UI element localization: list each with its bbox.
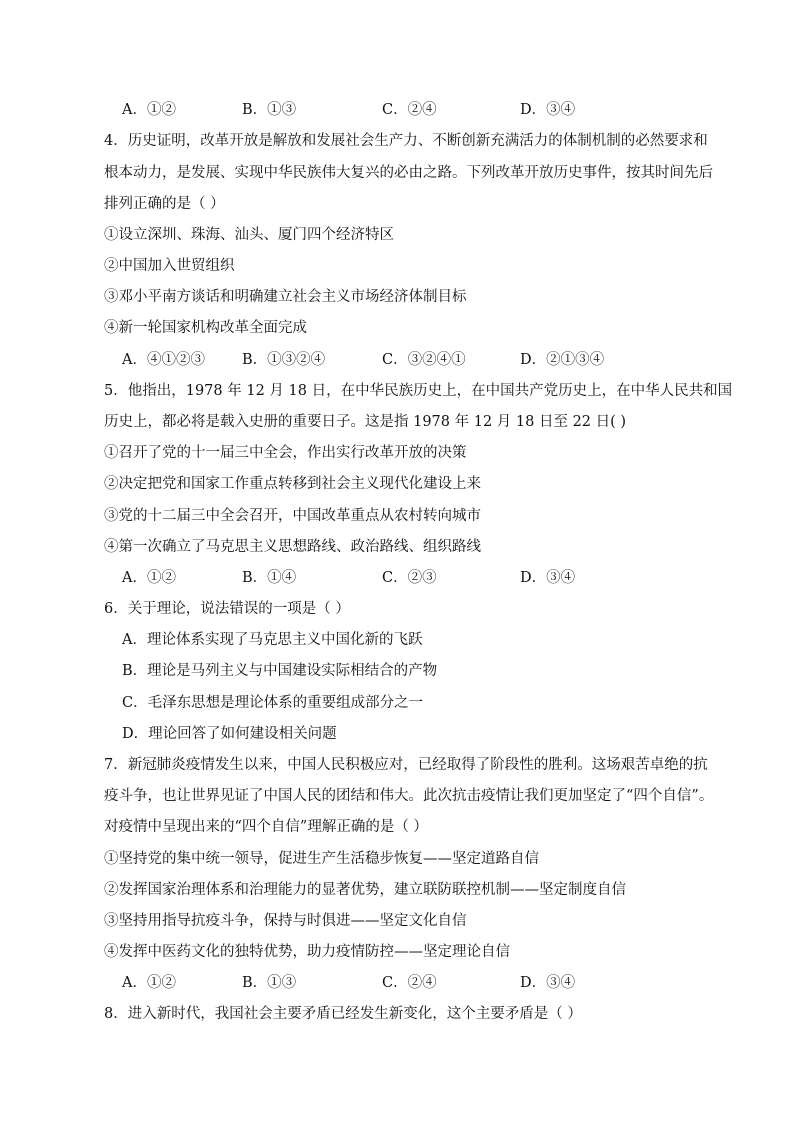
q5-option-a: A．①② xyxy=(122,570,176,586)
q6-choice-c: C．毛泽东思想是理论体系的重要组成部分之一 xyxy=(122,695,424,711)
q6-choice-d: D．理论回答了如何建设相关问题 xyxy=(122,726,337,742)
q4-option-c: C．③②④① xyxy=(382,352,466,368)
q5-item-2: ②决定把党和国家工作重点转移到社会主义现代化建设上来 xyxy=(104,476,481,492)
q6-stem: 6．关于理论，说法错误的一项是（ ） xyxy=(104,601,350,617)
q5-item-1: ①召开了党的十一届三中全会，作出实行改革开放的决策 xyxy=(104,445,467,461)
q4-item-4: ④新一轮国家机构改革全面完成 xyxy=(104,320,307,336)
q5-option-d: D．③④ xyxy=(520,570,576,586)
q4-option-d: D．②①③④ xyxy=(520,352,605,368)
q5-item-3: ③党的十二届三中全会召开，中国改革重点从农村转向城市 xyxy=(104,508,481,524)
q4-stem-line-3: 排列正确的是（ ） xyxy=(104,196,225,212)
q8-stem: 8．进入新时代，我国社会主要矛盾已经发生新变化，这个主要矛盾是（ ） xyxy=(104,1006,582,1022)
q4-item-2: ②中国加入世贸组织 xyxy=(104,258,235,274)
q5-stem-line-2: 历史上，都必将是载入史册的重要日子。这是指 1978 年 12 月 18 日至 22 日( ) xyxy=(104,414,627,430)
q7-item-1: ①坚持党的集中统一领导，促进生产生活稳步恢复——坚定道路自信 xyxy=(104,851,539,867)
q5-stem-line-1: 5．他指出，1978 年 12 月 18 日，在中华民族历史上，在中国共产党历史上，在中华人民共和国 xyxy=(104,383,733,399)
q5-option-c: C．②③ xyxy=(382,570,437,586)
q4-item-3: ③邓小平南方谈话和明确建立社会主义市场经济体制目标 xyxy=(104,289,467,305)
q7-item-4: ④发挥中医药文化的独特优势，助力疫情防控——坚定理论自信 xyxy=(104,944,510,960)
q3-option-a: A．①② xyxy=(122,102,176,118)
q4-option-a: A．④①②③ xyxy=(122,352,205,368)
q7-item-2: ②发挥国家治理体系和治理能力的显著优势，建立联防联控机制——坚定制度自信 xyxy=(104,882,626,898)
q7-option-d: D．③④ xyxy=(520,975,576,991)
q7-stem-line-3: 对疫情中呈现出来的“四个自信”理解正确的是（ ） xyxy=(104,819,428,835)
q3-option-d: D．③④ xyxy=(520,102,576,118)
q6-choice-b: B．理论是马列主义与中国建设实际相结合的产物 xyxy=(122,663,438,679)
q5-item-4: ④第一次确立了马克思主义思想路线、政治路线、组织路线 xyxy=(104,539,481,555)
q4-item-1: ①设立深圳、珠海、汕头、厦门四个经济特区 xyxy=(104,227,394,243)
q4-option-b: B．①③②④ xyxy=(242,352,326,368)
q7-stem-line-2: 疫斗争，也让世界见证了中国人民的团结和伟大。此次抗击疫情让我们更加坚定了“四个自信”。 xyxy=(104,788,714,804)
q5-option-b: B．①④ xyxy=(242,570,297,586)
q7-option-b: B．①③ xyxy=(242,975,297,991)
q7-option-c: C．②④ xyxy=(382,975,437,991)
q3-option-c: C．②④ xyxy=(382,102,437,118)
q7-option-a: A．①② xyxy=(122,975,176,991)
q3-option-b: B．①③ xyxy=(242,102,297,118)
q6-choice-a: A．理论体系实现了马克思主义中国化新的飞跃 xyxy=(122,632,423,648)
q4-stem-line-1: 4．历史证明，改革开放是解放和发展社会生产力、不断创新充满活力的体制机制的必然要求和 xyxy=(104,133,708,149)
q7-stem-line-1: 7．新冠肺炎疫情发生以来，中国人民积极应对，已经取得了阶段性的胜利。这场艰苦卓绝的抗 xyxy=(104,757,708,773)
q4-stem-line-2: 根本动力，是发展、实现中华民族伟大复兴的必由之路。下列改革开放历史事件，按其时间先后 xyxy=(104,165,713,181)
q7-item-3: ③坚持用指导抗疫斗争，保持与时俱进——坚定文化自信 xyxy=(104,913,467,929)
